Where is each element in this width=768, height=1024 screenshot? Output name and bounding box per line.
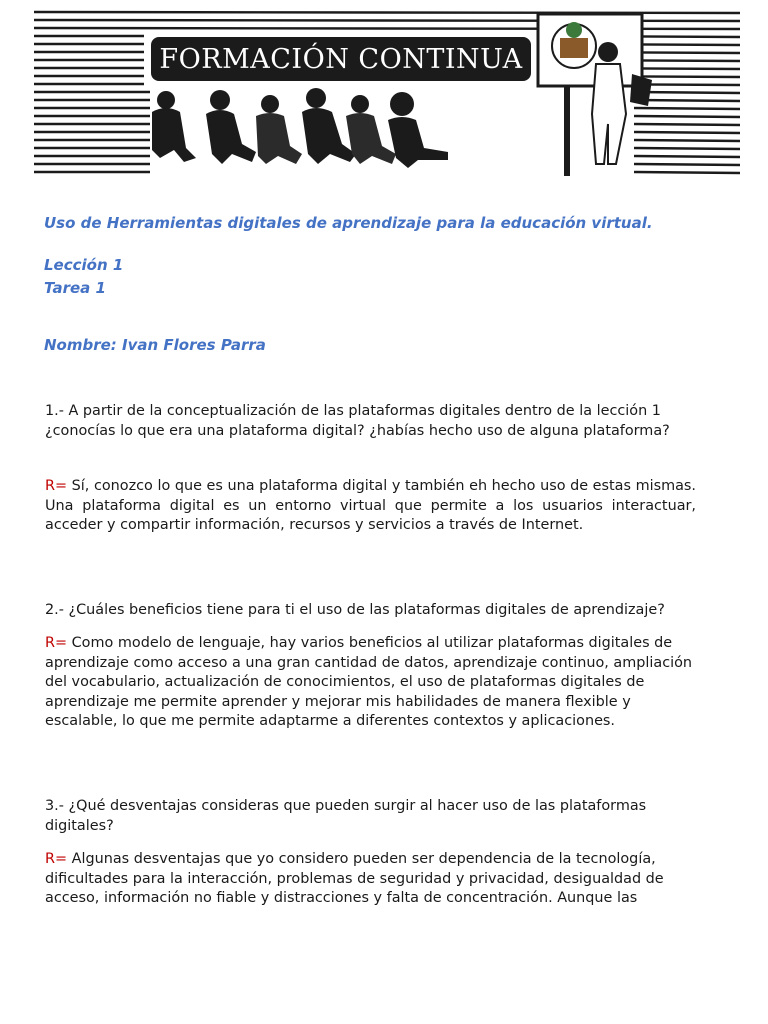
answer-3 (45, 850, 696, 909)
banner-title-box (151, 37, 531, 81)
banner-stripe (634, 124, 740, 125)
banner-stripe (634, 164, 740, 165)
answer-2-label: R= (45, 635, 68, 651)
answer-3-text: Algunas desventajas que yo considero pueden ser dependencia de la tecnología, dificultades para la interacción, problemas de seguridad y privacidad, desigualdad de acceso, información no fiable y distracciones y falta de concentración. Aunque las (45, 851, 664, 907)
course-title: Uso de Herramientas digitales de aprendizaje para la educación virtual. (44, 214, 653, 232)
answer-3-label: R= (45, 851, 68, 867)
question-1: 1.- A partir de la conceptualización de las plataformas digitales dentro de la lección 1 ¿conocías lo que era una plataforma digital? ¿habías hecho uso de alguna plataforma? (45, 403, 670, 439)
question-2: 2.- ¿Cuáles beneficios tiene para ti el uso de las plataformas digitales de aprendizaje? (45, 602, 665, 618)
answer-1-label: R= (45, 478, 68, 494)
banner-title: FORMACIÓN CONTINUA (159, 43, 523, 75)
banner-stripe (634, 156, 740, 157)
banner-stripe (634, 140, 740, 141)
students-illustration (152, 88, 448, 168)
banner-stripe (634, 132, 740, 133)
question-3: 3.- ¿Qué desventajas consideras que pueden surgir al hacer uso de las plataformas digitales? (45, 798, 647, 834)
answer-1-text: Sí, conozco lo que es una plataforma digital y también eh hecho uso de estas mismas. Una plataforma digital es un entorno virtual que permite a los usuarios interactuar, acceder y compartir información, recursos y servicios a través de Internet. (45, 478, 696, 534)
banner-stripe (634, 148, 740, 149)
teacher-illustration (538, 14, 652, 176)
answer-2 (45, 634, 696, 732)
header-banner (34, 8, 740, 176)
answer-1 (45, 477, 696, 536)
banner-stripe (634, 108, 740, 109)
task-label: Tarea 1 (44, 279, 106, 297)
answer-2-text: Como modelo de lenguaje, hay varios beneficios al utilizar plataformas digitales de aprendizaje como acceso a una gran cantidad de datos, aprendizaje continuo, ampliación del vocabulario, actualización de conocimientos, el uso de plataformas digitales de aprendizaje me permite aprender y mejorar mis habilidades de manera flexible y escalable, lo que me permite adaptarme a diferentes contextos y aplicaciones. (45, 635, 693, 730)
banner-stripe (634, 172, 740, 173)
banner-stripes-illustration (34, 8, 740, 176)
student-name: Nombre: Ivan Flores Parra (44, 336, 266, 354)
banner-stripe (634, 116, 740, 117)
banner-stripe (634, 100, 740, 101)
lesson-label: Lección 1 (44, 256, 124, 274)
